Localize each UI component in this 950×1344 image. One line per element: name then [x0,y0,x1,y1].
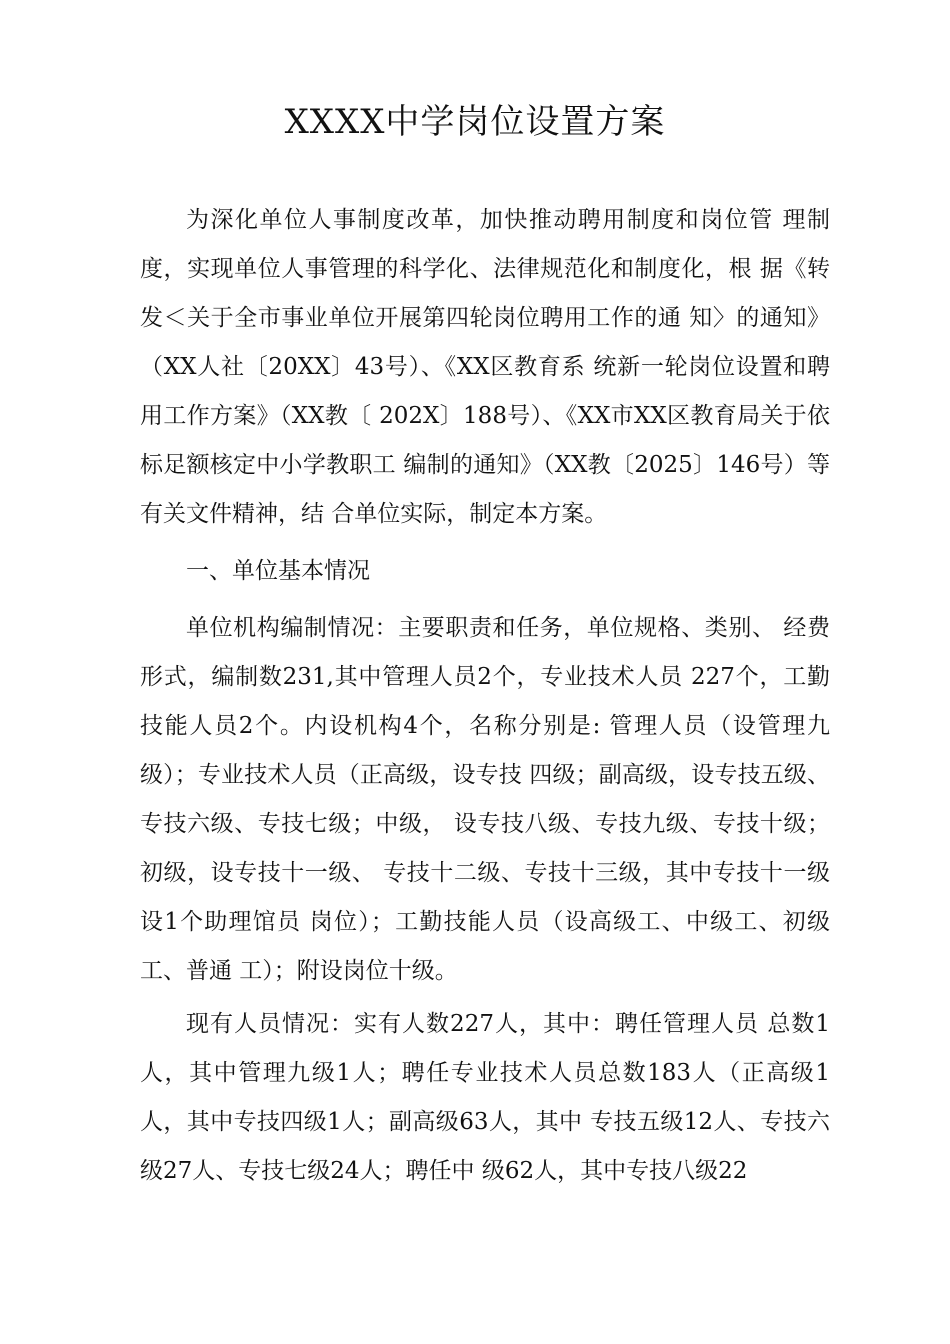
document-title: XXXX中学岗位设置方案 [284,102,666,142]
intro-paragraph: 为深化单位人事制度改革，加快推动聘用制度和岗位管 理制度，实现单位人事管理的科学化、法律规范化和制度化，根 据《转发＜关于全市事业单位开展第四轮岗位聘用工作的通 知〉的通知》（XX人社〔20XX〕43号）、《XX区教育系 统新一轮岗位设置和聘用工作方案》（XX教〔 202X〕188号）、《XX市XX区教育局关于依标足额核定中小学教职工 编制的通知》（XX教〔2025〕146号）等有关文件精神，结 合单位实际，制定本方案。 [140,207,830,527]
current-staff-paragraph: 现有人员情况：实有人数227人，其中：聘任管理人员 总数1人，其中管理九级1人；聘任专业技术人员总数183人（正高级1人，其中专技四级1人；副高级63人，其中 专技五级12人、专技六级27人、专技七级24人；聘任中 级62人，其中专技八级22 [140,1011,830,1184]
section-heading: 一、单位基本情况 [186,558,370,584]
org-staffing-paragraph: 单位机构编制情况：主要职责和任务，单位规格、类别、 经费形式，编制数231,其中管理人员2个，专业技术人员 227个，工勤技能人员2个。内设机构4个，名称分别是: 管理人员（设管理九级）；专业技术人员（正高级，设专技 四级；副高级，设专技五级、专技六级、专技七级；中级， 设专技八级、专技九级、专技十级；初级，设专技十一级、 专技十二级、专技十三级，其中专技十一级设1个助理馆员 岗位）；工勤技能人员（设高级工、中级工、初级工、普通 工）；附设岗位十级。 [140,615,830,984]
document-body [140,196,830,1196]
